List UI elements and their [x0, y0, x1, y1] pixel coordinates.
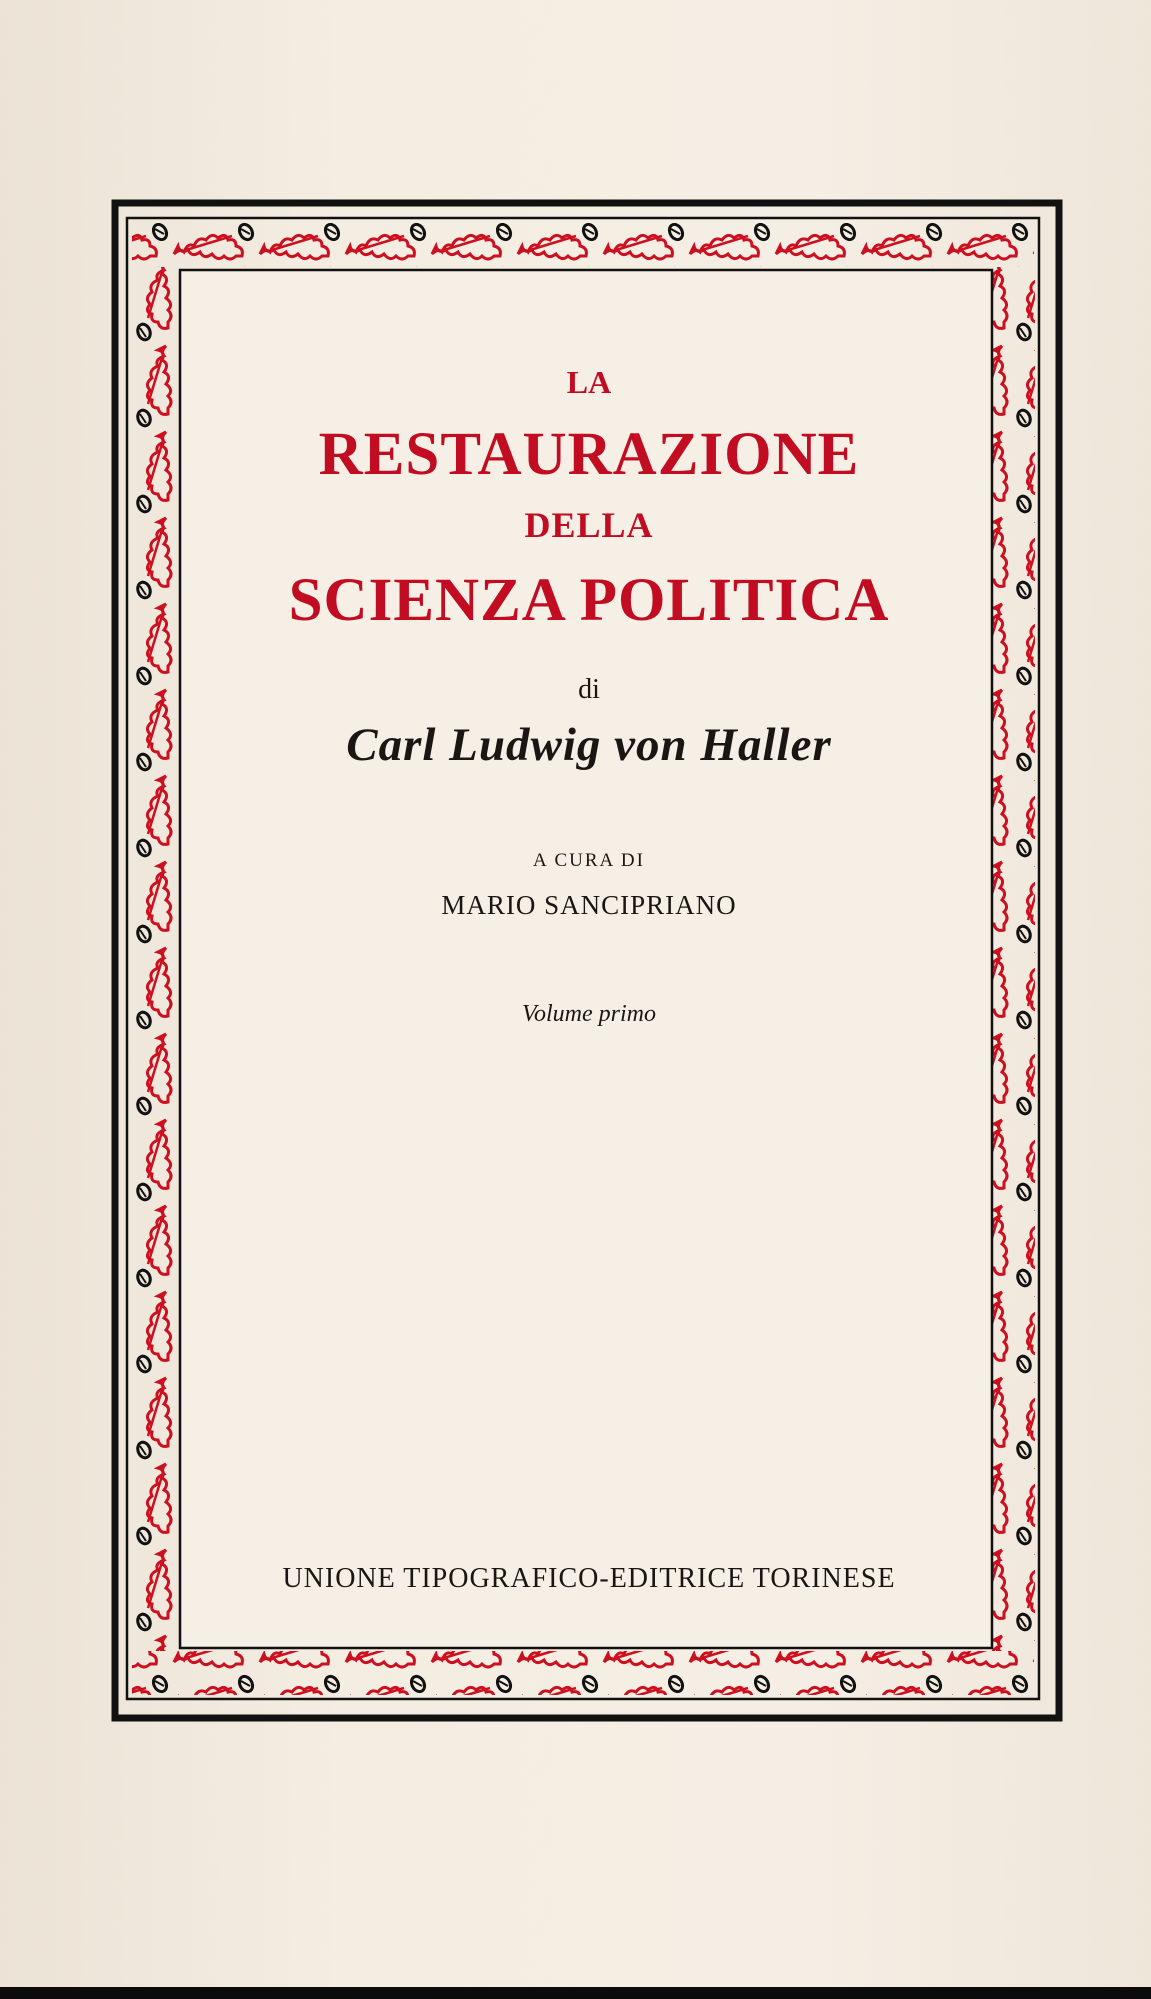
publisher-name: UNIONE TIPOGRAFICO-EDITRICE TORINESE [282, 1563, 896, 1594]
editor-name: MARIO SANCIPRIANO [441, 890, 737, 920]
title-line-scienza-politica: SCIENZA POLITICA [288, 567, 890, 634]
author-name: Carl Ludwig von Haller [346, 719, 832, 771]
volume-label: Volume primo [522, 1001, 656, 1027]
edited-by-label: A CURA DI [533, 850, 645, 871]
scan-edge-band [0, 1987, 1151, 1999]
by-label: di [578, 674, 600, 705]
title-line-della: DELLA [524, 505, 654, 545]
title-line-restaurazione: RESTAURAZIONE [318, 421, 860, 488]
title-line-la: LA [566, 364, 612, 400]
